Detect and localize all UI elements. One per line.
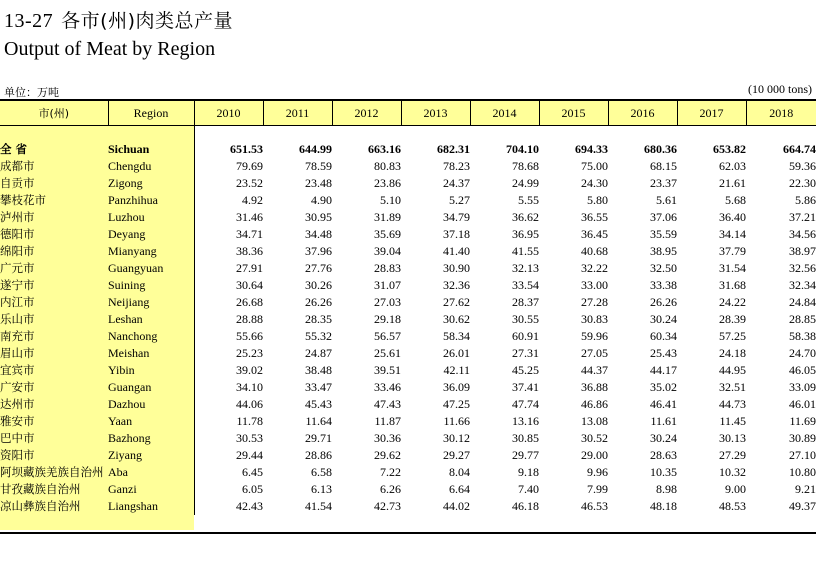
table-cell: 34.71: [236, 227, 263, 241]
row-city-cn: 德阳市: [0, 227, 35, 241]
table-cell: 30.64: [236, 278, 263, 292]
table-cell: 5.86: [795, 193, 816, 207]
row-city-cn: 绵阳市: [0, 244, 35, 258]
row-city-cn: 阿坝藏族羌族自治州: [0, 465, 104, 479]
table-cell: 5.55: [518, 193, 539, 207]
table-row: [0, 328, 816, 345]
table-cell: 41.55: [512, 244, 539, 258]
table-cell: 36.45: [581, 227, 608, 241]
table-cell: 33.46: [374, 380, 401, 394]
table-row: [0, 294, 816, 311]
table-row: [0, 498, 816, 515]
row-city-cn: 泸州市: [0, 210, 35, 224]
table-cell: 6.26: [380, 482, 401, 496]
table-cell: 75.00: [581, 159, 608, 173]
table-cell: 10.80: [789, 465, 816, 479]
row-city-cn: 宜宾市: [0, 363, 35, 377]
table-cell: 11.87: [374, 414, 401, 428]
table-cell: 78.68: [512, 159, 539, 173]
table-cell: 46.41: [650, 397, 677, 411]
table-cell: 35.69: [374, 227, 401, 241]
row-city-cn: 甘孜藏族自治州: [0, 482, 81, 496]
table-cell: 78.23: [443, 159, 470, 173]
table-cell: 23.52: [236, 176, 263, 190]
table-cell: 62.03: [719, 159, 746, 173]
table-cell: 68.15: [650, 159, 677, 173]
table-row: [0, 209, 816, 226]
row-region-en: Zigong: [108, 175, 194, 192]
table-cell: 39.04: [374, 244, 401, 258]
table-cell: 4.92: [242, 193, 263, 207]
table-cell: 8.98: [656, 482, 677, 496]
table-cell: 58.38: [789, 329, 816, 343]
unit-label-en: (10 000 tons): [748, 82, 812, 96]
header-year: 2016: [608, 100, 677, 126]
row-city-cn: 攀枝花市: [0, 193, 46, 207]
table-row: [0, 158, 816, 175]
table-cell: 24.18: [719, 346, 746, 360]
table-cell: 33.38: [650, 278, 677, 292]
table-row: [0, 226, 816, 243]
table-cell: 46.86: [581, 397, 608, 411]
table-cell: 31.89: [374, 210, 401, 224]
table-cell: 42.43: [236, 499, 263, 513]
table-cell: 33.47: [305, 380, 332, 394]
table-cell: 6.13: [311, 482, 332, 496]
row-region-en: Luzhou: [108, 209, 194, 226]
row-region-en: Chengdu: [108, 158, 194, 175]
unit-label-cn: 单位：万吨: [4, 86, 59, 99]
header-region: Region: [108, 100, 194, 126]
table-cell: 34.56: [789, 227, 816, 241]
table-row: [0, 379, 816, 396]
table-cell: 29.44: [236, 448, 263, 462]
table-cell: 6.05: [242, 482, 263, 496]
table-cell: 30.13: [719, 431, 746, 445]
table-cell: 5.80: [587, 193, 608, 207]
table-cell: 663.16: [368, 142, 401, 156]
row-city-cn: 达州市: [0, 397, 35, 411]
table-cell: 5.68: [725, 193, 746, 207]
meat-output-table: [0, 99, 816, 515]
row-region-en: Sichuan: [108, 141, 194, 158]
table-cell: 37.41: [512, 380, 539, 394]
table-cell: 46.18: [512, 499, 539, 513]
table-cell: 26.68: [236, 295, 263, 309]
row-city-cn: 乐山市: [0, 312, 35, 326]
table-cell: 11.61: [650, 414, 677, 428]
table-cell: 28.85: [789, 312, 816, 326]
table-cell: 11.45: [719, 414, 746, 428]
table-cell: 30.26: [305, 278, 332, 292]
row-city-cn: 凉山彝族自治州: [0, 499, 81, 513]
table-cell: 694.33: [575, 142, 608, 156]
table-cell: 7.22: [380, 465, 401, 479]
table-cell: 23.86: [374, 176, 401, 190]
table-cell: 42.73: [374, 499, 401, 513]
table-cell: 37.21: [789, 210, 816, 224]
table-cell: 36.55: [581, 210, 608, 224]
table-cell: 48.53: [719, 499, 746, 513]
table-cell: 41.54: [305, 499, 332, 513]
row-city-cn: 内江市: [0, 295, 35, 309]
table-cell: 21.61: [719, 176, 746, 190]
row-region-en: Suining: [108, 277, 194, 294]
table-cell: 6.58: [311, 465, 332, 479]
table-cell: 30.95: [305, 210, 332, 224]
table-cell: 57.25: [719, 329, 746, 343]
row-region-en: Yibin: [108, 362, 194, 379]
table-cell: 27.62: [443, 295, 470, 309]
table-cell: 44.95: [719, 363, 746, 377]
table-cell: 29.00: [581, 448, 608, 462]
table-cell: 46.01: [789, 397, 816, 411]
table-cell: 35.02: [650, 380, 677, 394]
table-cell: 38.36: [236, 244, 263, 258]
table-cell: 49.37: [789, 499, 816, 513]
table-cell: 30.12: [443, 431, 470, 445]
table-cell: 32.56: [789, 261, 816, 275]
header-year: 2018: [746, 100, 816, 126]
table-cell: 27.05: [581, 346, 608, 360]
table-cell: 46.53: [581, 499, 608, 513]
table-row: [0, 481, 816, 498]
table-row: [0, 447, 816, 464]
table-cell: 11.64: [305, 414, 332, 428]
table-cell: 32.36: [443, 278, 470, 292]
table-cell: 47.43: [374, 397, 401, 411]
table-row: [0, 277, 816, 294]
row-region-en: Aba: [108, 464, 194, 481]
table-cell: 30.85: [512, 431, 539, 445]
table-row: [0, 396, 816, 413]
table-cell: 59.96: [581, 329, 608, 343]
row-city-cn: 雅安市: [0, 414, 35, 428]
table-number: 13-27: [4, 10, 54, 32]
table-cell: 44.73: [719, 397, 746, 411]
table-cell: 29.62: [374, 448, 401, 462]
table-cell: 28.83: [374, 261, 401, 275]
table-cell: 22.30: [789, 176, 816, 190]
table-cell: 651.53: [230, 142, 263, 156]
table-cell: 30.24: [650, 312, 677, 326]
table-cell: 653.82: [713, 142, 746, 156]
row-region-en: Liangshan: [108, 498, 194, 515]
table-cell: 60.91: [512, 329, 539, 343]
row-region-en: Leshan: [108, 311, 194, 328]
table-cell: 30.90: [443, 261, 470, 275]
table-cell: 6.45: [242, 465, 263, 479]
table-row: [0, 243, 816, 260]
table-row-total: [0, 141, 816, 158]
table-cell: 30.53: [236, 431, 263, 445]
table-cell: 44.06: [236, 397, 263, 411]
table-cell: 9.18: [518, 465, 539, 479]
table-cell: 24.30: [581, 176, 608, 190]
table-cell: 80.83: [374, 159, 401, 173]
table-cell: 24.84: [789, 295, 816, 309]
header-row: [0, 100, 816, 126]
table-cell: 32.51: [719, 380, 746, 394]
header-year: 2017: [677, 100, 746, 126]
table-cell: 37.18: [443, 227, 470, 241]
table-cell: 26.01: [443, 346, 470, 360]
table-cell: 32.22: [581, 261, 608, 275]
table-cell: 24.37: [443, 176, 470, 190]
table-cell: 682.31: [437, 142, 470, 156]
row-region-en: Meishan: [108, 345, 194, 362]
table-cell: 6.64: [449, 482, 470, 496]
row-city-cn: 成都市: [0, 159, 35, 173]
row-region-en: Ganzi: [108, 481, 194, 498]
table-cell: 5.27: [449, 193, 470, 207]
table-cell: 11.78: [236, 414, 263, 428]
table-cell: 31.46: [236, 210, 263, 224]
table-row: [0, 464, 816, 481]
row-city-cn: 眉山市: [0, 346, 35, 360]
table-cell: 26.26: [650, 295, 677, 309]
table-cell: 36.95: [512, 227, 539, 241]
table-cell: 27.03: [374, 295, 401, 309]
row-region-en: Yaan: [108, 413, 194, 430]
row-region-en: Panzhihua: [108, 192, 194, 209]
table-cell: 32.34: [789, 278, 816, 292]
table-cell: 78.59: [305, 159, 332, 173]
table-row: [0, 413, 816, 430]
table-cell: 56.57: [374, 329, 401, 343]
table-cell: 30.83: [581, 312, 608, 326]
table-cell: 30.24: [650, 431, 677, 445]
table-cell: 27.91: [236, 261, 263, 275]
table-cell: 33.54: [512, 278, 539, 292]
table-cell: 33.09: [789, 380, 816, 394]
table-cell: 25.43: [650, 346, 677, 360]
table-cell: 38.95: [650, 244, 677, 258]
row-region-en: Mianyang: [108, 243, 194, 260]
table-cell: 10.32: [719, 465, 746, 479]
table-cell: 36.88: [581, 380, 608, 394]
table-cell: 30.52: [581, 431, 608, 445]
table-cell: 79.69: [236, 159, 263, 173]
table-cell: 32.13: [512, 261, 539, 275]
table-cell: 23.48: [305, 176, 332, 190]
table-row: [0, 175, 816, 192]
row-city-cn: 巴中市: [0, 431, 35, 445]
table-cell: 29.77: [512, 448, 539, 462]
table-cell: 31.68: [719, 278, 746, 292]
page-title-cn: [4, 6, 233, 33]
table-cell: 55.32: [305, 329, 332, 343]
table-row: [0, 260, 816, 277]
header-year: 2015: [539, 100, 608, 126]
table-cell: 38.97: [789, 244, 816, 258]
table-cell: 41.40: [443, 244, 470, 258]
table-cell: 680.36: [644, 142, 677, 156]
row-region-en: Bazhong: [108, 430, 194, 447]
table-cell: 40.68: [581, 244, 608, 258]
table-cell: 9.96: [587, 465, 608, 479]
table-cell: 664.74: [783, 142, 816, 156]
header-year: 2014: [470, 100, 539, 126]
table-cell: 55.66: [236, 329, 263, 343]
table-cell: 36.09: [443, 380, 470, 394]
table-cell: 48.18: [650, 499, 677, 513]
table-cell: 13.16: [512, 414, 539, 428]
table-cell: 47.25: [443, 397, 470, 411]
row-region-en: Guangan: [108, 379, 194, 396]
row-city-cn: 全 省: [0, 142, 28, 156]
table-cell: 13.08: [581, 414, 608, 428]
table-cell: 35.59: [650, 227, 677, 241]
table-cell: 42.11: [443, 363, 470, 377]
table-row: [0, 311, 816, 328]
table-cell: 9.21: [795, 482, 816, 496]
header-year: 2012: [332, 100, 401, 126]
table-cell: 8.04: [449, 465, 470, 479]
table-cell: 23.37: [650, 176, 677, 190]
table-cell: 45.43: [305, 397, 332, 411]
table-cell: 24.70: [789, 346, 816, 360]
table-cell: 32.50: [650, 261, 677, 275]
table-cell: 25.23: [236, 346, 263, 360]
row-region-en: Neijiang: [108, 294, 194, 311]
table-cell: 27.28: [581, 295, 608, 309]
row-city-cn: 遂宁市: [0, 278, 35, 292]
table-cell: 30.89: [789, 431, 816, 445]
table-cell: 28.86: [305, 448, 332, 462]
table-cell: 58.34: [443, 329, 470, 343]
table-cell: 47.74: [512, 397, 539, 411]
table-cell: 28.88: [236, 312, 263, 326]
table-cell: 60.34: [650, 329, 677, 343]
table-cell: 39.02: [236, 363, 263, 377]
row-region-en: Dazhou: [108, 396, 194, 413]
table-cell: 28.37: [512, 295, 539, 309]
table-cell: 704.10: [506, 142, 539, 156]
table-row: [0, 192, 816, 209]
row-region-en: Guangyuan: [108, 260, 194, 277]
table-cell: 28.35: [305, 312, 332, 326]
table-row: [0, 345, 816, 362]
table-cell: 37.96: [305, 244, 332, 258]
table-cell: 34.48: [305, 227, 332, 241]
table-cell: 27.76: [305, 261, 332, 275]
table-cell: 28.63: [650, 448, 677, 462]
table-cell: 29.27: [443, 448, 470, 462]
table-cell: 25.61: [374, 346, 401, 360]
table-cell: 27.31: [512, 346, 539, 360]
table-cell: 45.25: [512, 363, 539, 377]
table-body: [0, 126, 816, 516]
table-cell: 44.02: [443, 499, 470, 513]
table-cell: 4.90: [311, 193, 332, 207]
row-city-cn: 资阳市: [0, 448, 35, 462]
table-cell: 27.10: [789, 448, 816, 462]
table-cell: 26.26: [305, 295, 332, 309]
table-cell: 30.62: [443, 312, 470, 326]
table-cell: 7.99: [587, 482, 608, 496]
table-cell: 7.40: [518, 482, 539, 496]
table-cell: 34.79: [443, 210, 470, 224]
table-cell: 30.36: [374, 431, 401, 445]
table-cell: 10.35: [650, 465, 677, 479]
title-cn-text: 各市(州)肉类总产量: [61, 10, 233, 32]
table-cell: 5.61: [656, 193, 677, 207]
table-cell: 34.10: [236, 380, 263, 394]
table-cell: 30.55: [512, 312, 539, 326]
table-cell: 5.10: [380, 193, 401, 207]
row-region-en: Deyang: [108, 226, 194, 243]
table-cell: 28.39: [719, 312, 746, 326]
header-year: 2011: [263, 100, 332, 126]
table-cell: 644.99: [299, 142, 332, 156]
table-cell: 39.51: [374, 363, 401, 377]
table-cell: 44.17: [650, 363, 677, 377]
table-cell: 34.14: [719, 227, 746, 241]
row-city-cn: 南充市: [0, 329, 35, 343]
table-cell: 36.62: [512, 210, 539, 224]
row-city-cn: 自贡市: [0, 176, 35, 190]
table-cell: 31.54: [719, 261, 746, 275]
table-cell: 44.37: [581, 363, 608, 377]
table-cell: 29.18: [374, 312, 401, 326]
table-cell: 46.05: [789, 363, 816, 377]
table-bottom-rule: [0, 532, 816, 534]
table-cell: 38.48: [305, 363, 332, 377]
row-city-cn: 广安市: [0, 380, 35, 394]
table-cell: 11.69: [789, 414, 816, 428]
row-city-cn: 广元市: [0, 261, 35, 275]
table-cell: 29.71: [305, 431, 332, 445]
table-row: [0, 430, 816, 447]
table-cell: 24.99: [512, 176, 539, 190]
table-cell: 11.66: [443, 414, 470, 428]
row-region-en: Ziyang: [108, 447, 194, 464]
table-cell: 24.22: [719, 295, 746, 309]
table-cell: 59.36: [789, 159, 816, 173]
table-row: [0, 362, 816, 379]
table-cell: 27.29: [719, 448, 746, 462]
table-cell: 31.07: [374, 278, 401, 292]
header-year: 2013: [401, 100, 470, 126]
table-cell: 36.40: [719, 210, 746, 224]
data-table-area: [0, 99, 816, 533]
table-cell: 24.87: [305, 346, 332, 360]
row-region-en: Nanchong: [108, 328, 194, 345]
table-cell: 37.06: [650, 210, 677, 224]
page-title-en: Output of Meat by Region: [4, 38, 216, 60]
header-city: 市(州): [0, 100, 108, 126]
table-cell: 9.00: [725, 482, 746, 496]
header-year: 2010: [194, 100, 263, 126]
table-cell: 33.00: [581, 278, 608, 292]
table-cell: 37.79: [719, 244, 746, 258]
